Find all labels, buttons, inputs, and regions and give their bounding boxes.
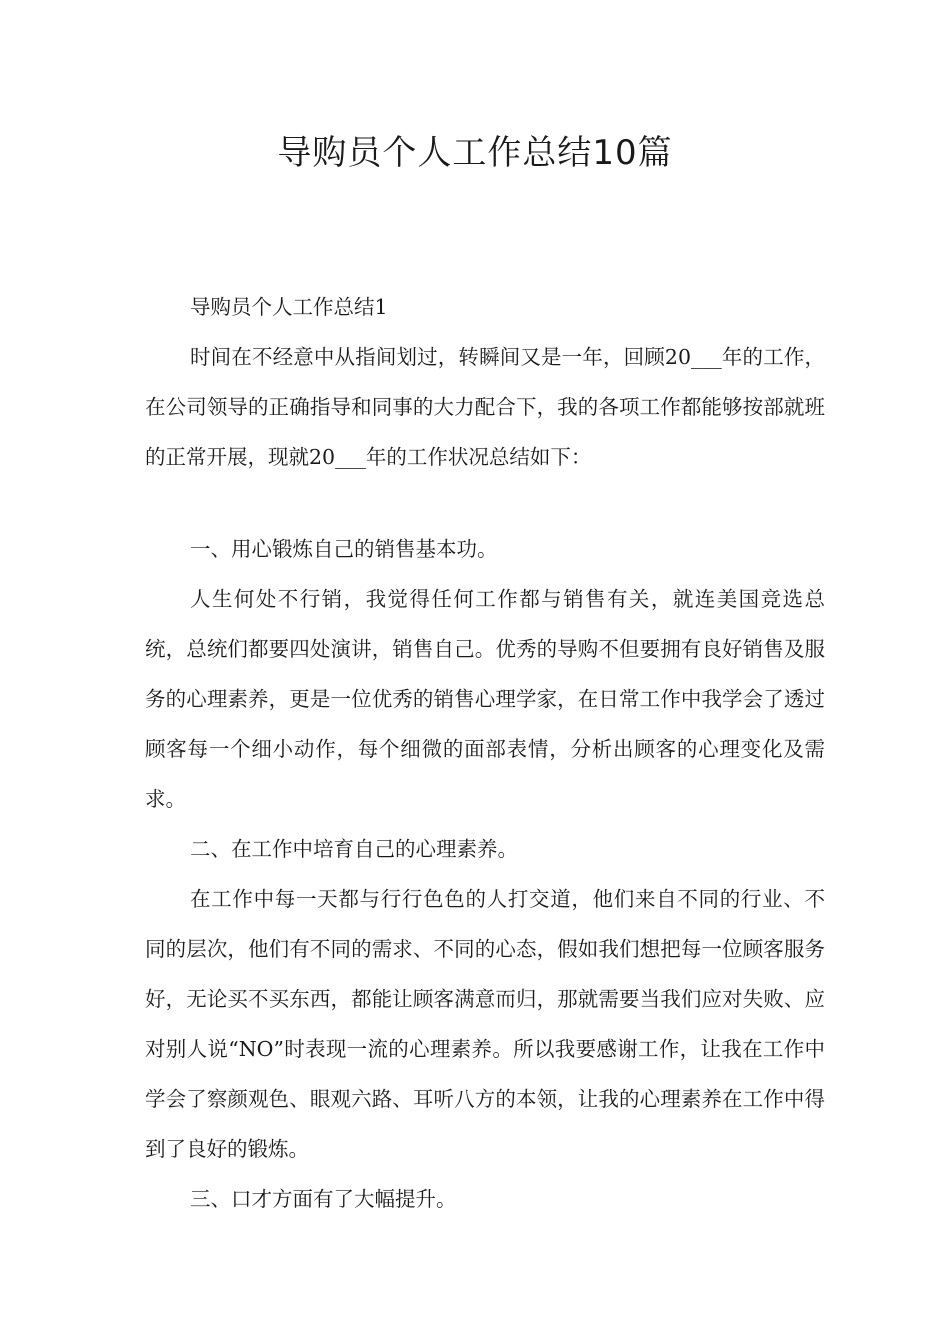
section-heading-4: 三、口才方面有了大幅提升。 bbox=[190, 1187, 457, 1211]
document-title: 导购员个人工作总结10篇 bbox=[277, 133, 673, 173]
paragraph-2: 人生何处不行销，我觉得任何工作都与销售有关，就连美国竞选总统，总统们都要四处演讲，销售自己。优秀的导购不但要拥有良好销售及服务的心理素养，更是一位优秀的销售心理学家，在日常工作中我学会了透过顾客每一个细小动作，每个细微的面部表情，分析出顾客的心理变化及需求。 bbox=[145, 587, 825, 811]
section-heading-2: 一、用心锻炼自己的销售基本功。 bbox=[190, 537, 498, 561]
section-heading-1: 导购员个人工作总结1 bbox=[190, 295, 388, 319]
document-body bbox=[145, 282, 825, 1224]
section-heading-3: 二、在工作中培育自己的心理素养。 bbox=[190, 837, 518, 861]
paragraph-1: 时间在不经意中从指间划过，转瞬间又是一年，回顾20___年的工作，在公司领导的正确指导和同事的大力配合下，我的各项工作都能够按部就班的正常开展，现就20___年的工作状况总结如下： bbox=[145, 345, 825, 469]
paragraph-gap bbox=[145, 482, 825, 524]
paragraph-3: 在工作中每一天都与行行色色的人打交道，他们来自不同的行业、不同的层次，他们有不同的需求、不同的心态，假如我们想把每一位顾客服务好，无论买不买东西，都能让顾客满意而归，那就需要当我们应对失败、应对别人说“NO”时表现一流的心理素养。所以我要感谢工作，让我在工作中学会了察颜观色、眼观六路、耳听八方的本领，让我的心理素养在工作中得到了良好的锻炼。 bbox=[145, 887, 825, 1161]
